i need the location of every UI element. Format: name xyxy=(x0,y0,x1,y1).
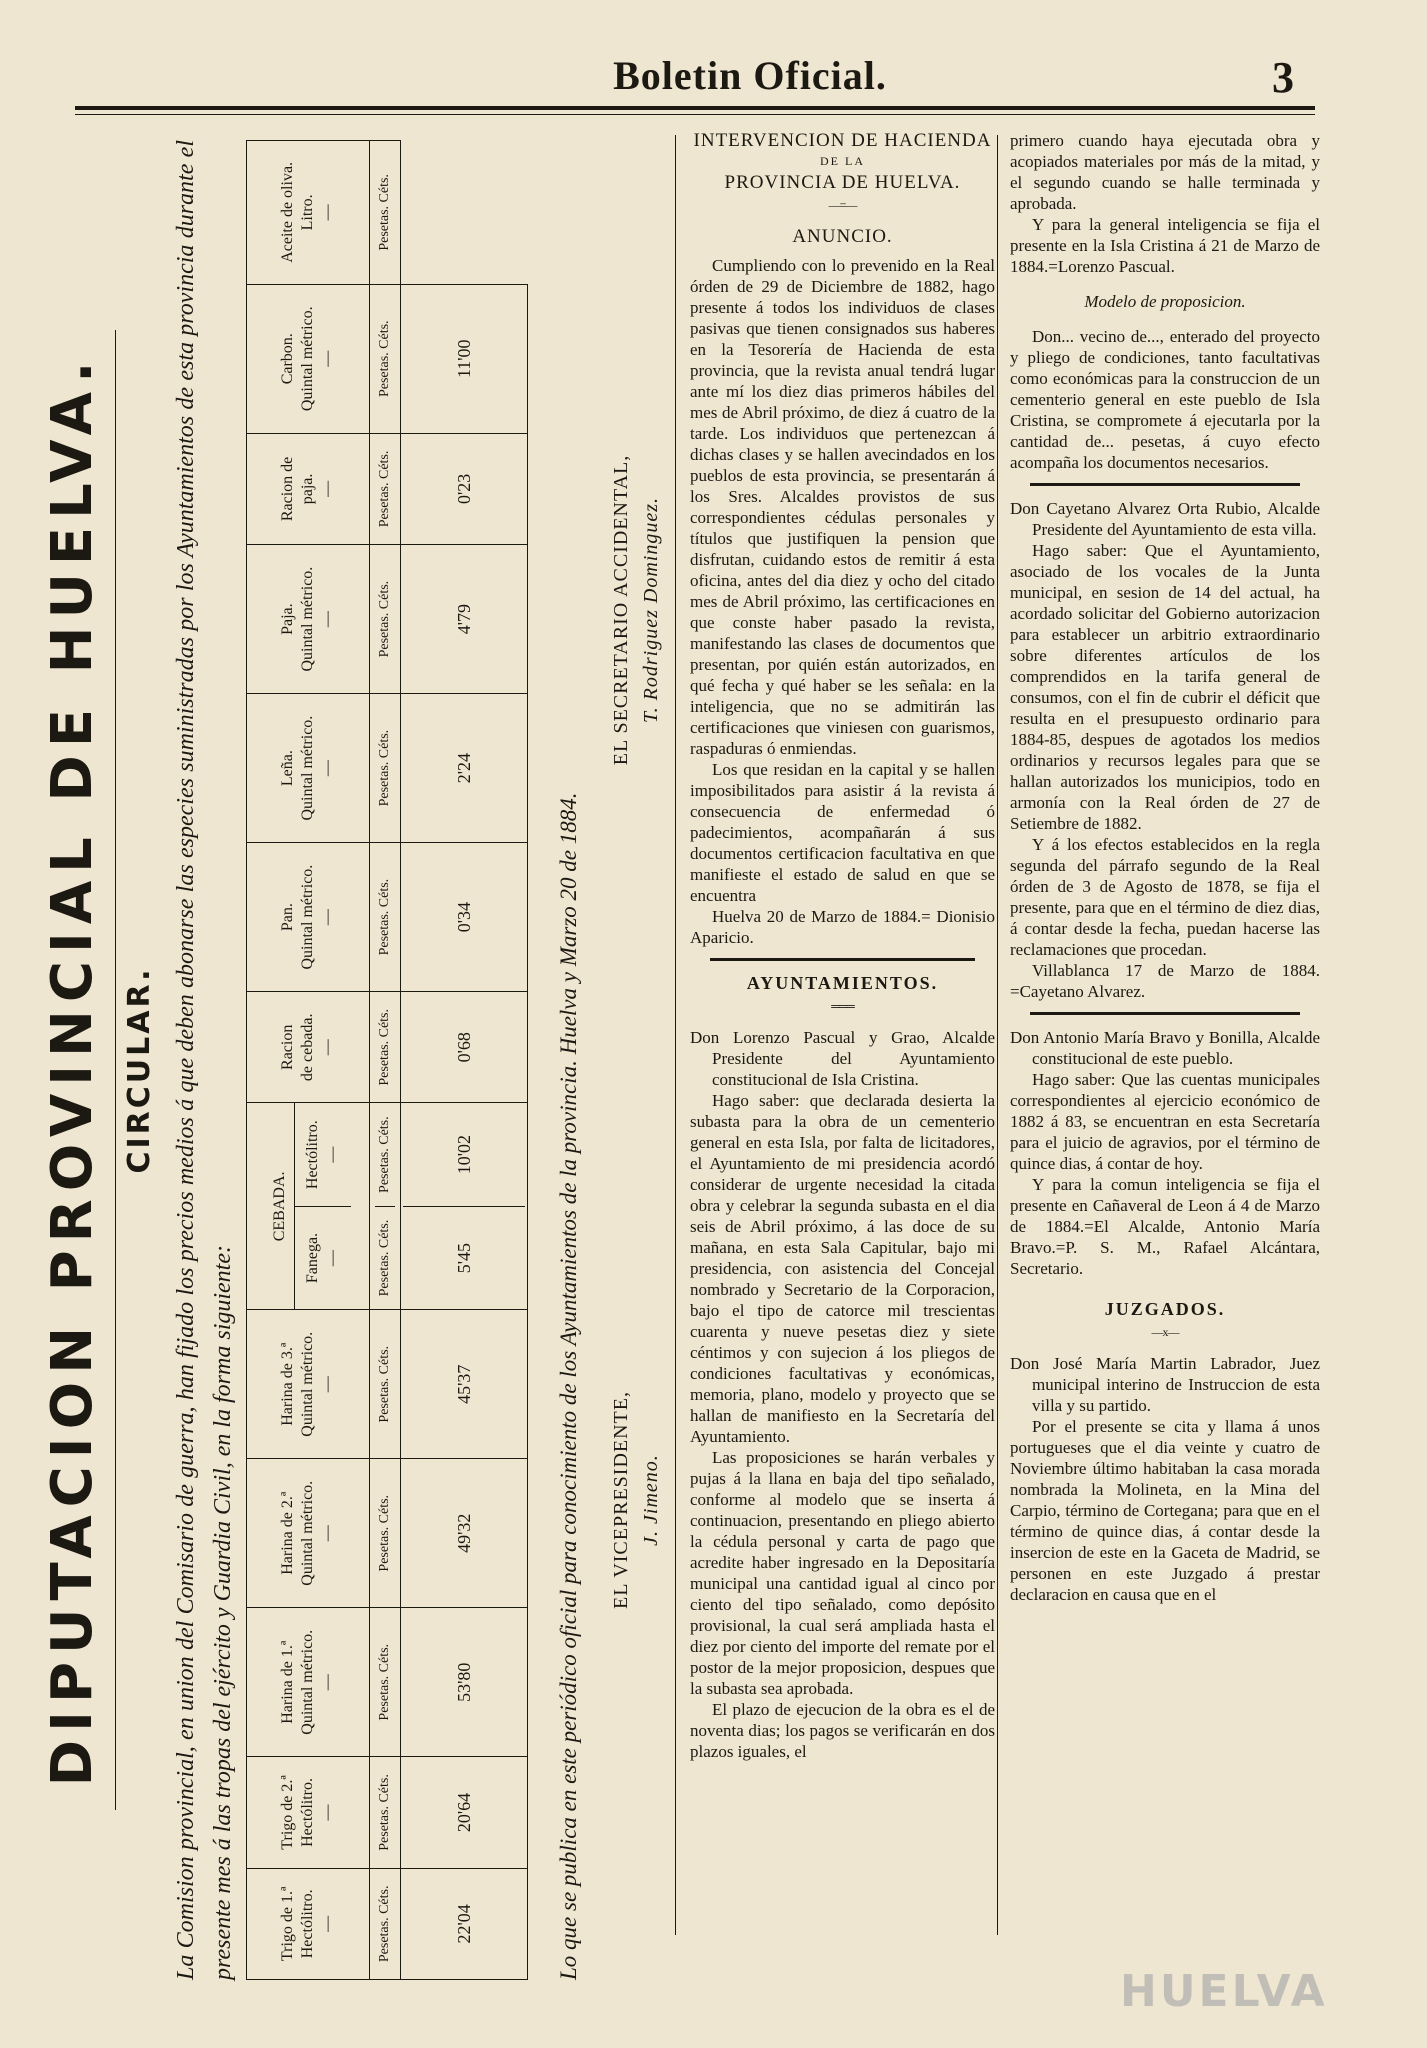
value-cell: 2'24 xyxy=(401,694,528,843)
header-rule xyxy=(75,106,1315,110)
col-header: Paja. Quintal métrico. — xyxy=(247,545,370,694)
section-rule xyxy=(1030,483,1300,486)
col-header: Harina de 3.ª Quintal métrico. — xyxy=(247,1310,370,1459)
diputacion-title: DIPUTACION PROVINCIAL DE HUELVA. xyxy=(40,353,105,1787)
title-rule xyxy=(115,330,116,1810)
edict-paragraph: El plazo de ejecucion de la obra es el de noventa dias; los pagos se verificarán en dos plazos iguales, el xyxy=(690,1700,995,1761)
circular-title: CIRCULAR. xyxy=(122,966,157,1174)
header-rule-thin xyxy=(75,114,1315,115)
column-three xyxy=(1010,130,1320,1605)
value-cell: 5'45 xyxy=(403,1206,525,1309)
ayuntamientos-title: AYUNTAMIENTOS. xyxy=(746,973,939,993)
vicepresidente-signature: EL VICEPRESIDENTE, J. Jimeno. xyxy=(610,1391,662,1609)
provincia-label: PROVINCIA DE HUELVA. xyxy=(724,172,961,193)
ornament: —x— xyxy=(1151,1325,1179,1339)
prices-table xyxy=(246,140,528,1980)
column-two xyxy=(690,130,995,1762)
section-rule xyxy=(1030,1012,1300,1015)
secretario-signature: EL SECRETARIO ACCIDENTAL, T. Rodriguez Dominguez. xyxy=(610,454,662,766)
section-rule xyxy=(710,958,975,961)
value-cell: 0'68 xyxy=(401,992,528,1103)
cebada-group-label: CEBADA. xyxy=(266,1103,295,1309)
table-header-row xyxy=(247,141,370,1980)
newspaper-title: Boletin Oficial. xyxy=(613,53,887,98)
ornament: —=— xyxy=(828,198,857,212)
table-values-row xyxy=(401,141,528,1980)
col-header-cebada: CEBADA. Fanega. — Hectólitro. — xyxy=(247,1103,370,1310)
col-header: Leña. Quintal métrico. — xyxy=(247,694,370,843)
value-cell: 11'00 xyxy=(401,284,528,433)
publication-note: Lo que se publica en este periódico oficial para conocimiento de los Ayuntamientos de la provincia. Huelva y Marzo 20 de 1884. xyxy=(556,792,581,1980)
anuncio-title: ANUNCIO. xyxy=(792,226,893,247)
table-subheader-row: Pesetas. Céts. Pesetas. Céts. Pesetas. Céts. Pesetas. Céts. Pesetas. Céts. Pesetas. Céts. Pesetas. Céts. Pesetas. Céts. Pesetas. Céts. Pesetas. Céts. Pesetas. Céts. Pesetas. Céts. Pesetas. Céts. Pesetas. Céts. xyxy=(370,141,401,1980)
ornament: ═══ xyxy=(831,999,854,1013)
col-header: Aceite de oliva. Litro. — xyxy=(247,141,370,285)
modelo-title: Modelo de proposicion. xyxy=(1084,292,1246,311)
lorenzo-heading: Don Lorenzo Pascual y Grao, Alcalde Presidente del Ayuntamiento constitucional de Isla Cristina. xyxy=(690,1028,995,1089)
page-number: 3 xyxy=(1272,53,1294,102)
edict-paragraph: Y para la comun inteligencia se fija el presente en Cañaveral de Leon á 4 de Marzo de 1884.=El Alcalde, Antonio María Bravo.=P. S. M., Rafael Alcántara, Secretario. xyxy=(1010,1175,1320,1278)
col-header: Harina de 1.ª Quintal métrico. — xyxy=(247,1608,370,1757)
value-cell: 49'32 xyxy=(401,1459,528,1608)
col-header: Trigo de 2.ª Hectólitro. — xyxy=(247,1757,370,1868)
cayetano-heading: Don Cayetano Alvarez Orta Rubio, Alcalde Presidente del Ayuntamiento de esta villa. xyxy=(1010,499,1320,539)
archive-watermark: HUELVA xyxy=(1120,1966,1328,2017)
col-header: Carbon. Quintal métrico. — xyxy=(247,284,370,433)
edict-paragraph: Hago saber: Que las cuentas municipales correspondientes al ejercicio económico de 1882 á 83, se encuentran en esta Secretaría para el juicio de agravios, por el término de quince dias, á contar de hoy. xyxy=(1010,1070,1320,1173)
modelo-paragraph: Don... vecino de..., enterado del proyecto y pliego de condiciones, tanto facultativas como económicas para la construccion de un cementerio general en este pueblo de Isla Cristina, se compromete á ejecutarla por la cantidad de... pesetas, á cuyo efecto acompaña los documentos necesarios. xyxy=(1010,327,1320,472)
edict-paragraph: Por el presente se cita y llama á unos portugueses que el dia veinte y cuatro de Noviembre último habitaban la casa morada nombrada la Molineta, en la Mina del Carpio, término de Cortegana; para que en el término de quince dias, á contar desde la insercion de este en la Gaceta de Madrid, se personen en este Juzgado á prestar declaracion en causa que en el xyxy=(1010,1417,1320,1604)
juzgados-title: JUZGADOS. xyxy=(1104,1299,1226,1319)
anuncio-signature: Huelva 20 de Marzo de 1884.= Dionisio Aparicio. xyxy=(690,907,995,947)
col-header: Racion de paja. — xyxy=(247,433,370,544)
edict-paragraph: Hago saber: Que el Ayuntamiento, asociado de los vocales de la Junta municipal, en sesion de 14 del actual, ha acordado solicitar del Gobierno autorizacion para establecer un arbitrio extraordinario sobre diferentes artículos de los comprendidos en la tarifa general de consumos, con el fin de cubrir el déficit que resulta en el presupuesto ordinario para 1884-85, despues de agotados los medios ordinarios y recursos legales para que se hallan autorizados los municipios, todo en armonía con la Real órden de 27 de Setiembre de 1882. xyxy=(1010,541,1320,833)
de-la-label: DE LA xyxy=(820,154,865,168)
circular-section xyxy=(40,130,680,2010)
column-separator xyxy=(675,135,676,1935)
anuncio-paragraph: Cumpliendo con lo prevenido en la Real órden de 29 de Diciembre de 1882, hago presente á todos los individuos de clases pasivas que tienen consignados sus haberes en la Tesorería de Hacienda de esta provincia, que la revista anual tendrá lugar ante mí los diez dias primeros hábiles del mes de Abril próximo, de diez á cuatro de la tarde. Los individuos que pertenezcan á dichas clases y se hallen avecindados en los pueblos de esta provincia, se presentarán á los Sres. Alcaldes provistos de sus correspondientes cédulas personales y títulos que justifiquen la pension que disfrutan, cuidando estos de remitir á esta oficina, antes del dia diez y ocho del citado mes de Abril próximo, las certificaciones en que conste haber pasado la revista, manifestando las clases de documentos que presentan, por quién están autorizados, en qué fecha y qué haber se les señala: en la inteligencia, que no se admitirán las certificaciones que viniesen con guarismos, raspaduras ó enmiendas. xyxy=(690,256,995,758)
intervencion-title: INTERVENCION DE HACIENDA xyxy=(693,130,992,151)
value-cell: 0'23 xyxy=(401,433,528,544)
anuncio-paragraph: Los que residan en la capital y se hallen imposibilitados para asistir á la revista á consecuencia de enfermedad ó padecimientos, acompañarán á sus documentos certificacion facultativa en que manifieste el estado de salud en que se encuentra xyxy=(690,760,995,905)
circular-intro: La Comision provincial, en union del Comisario de guerra, han fijado los precios medios á que deben abonarse las especies suministradas por los Ayuntamientos de esta provincia durante el presente mes á las tropas del ejército y Guardia Civil, en la forma siguiente: xyxy=(173,140,236,1980)
value-cell: 53'80 xyxy=(401,1608,528,1757)
col-header: Racion de cebada. — xyxy=(247,992,370,1103)
edict-paragraph: Y á los efectos establecidos en la regla segunda del párrafo segundo de la Real órden de 3 de Agosto de 1878, se fija el presente, para que en el término de diez dias, á contar desde la fecha, puedan hacerse las reclamaciones que procedan. xyxy=(1010,835,1320,959)
antonio-heading: Don Antonio María Bravo y Bonilla, Alcalde constitucional de este pueblo. xyxy=(1010,1028,1320,1068)
value-cell: 0'34 xyxy=(401,843,528,992)
edict-paragraph: Las proposiciones se harán verbales y pujas á la llana en baja del tipo señalado, conforme al modelo que se inserta á continuacion, presentando en pliego abierto la cédula personal y carta de pago que acredite haber ingresado en la Depositaría municipal una cantidad igual al cinco por ciento del tipo señalado, como depósito provisional, la cual será ampliada hasta el diez por ciento del importe del remate por el postor de la mejor proposicion, despues que la subasta sea aprobada. xyxy=(690,1448,995,1698)
col-header: Harina de 2.ª Quintal métrico. — xyxy=(247,1459,370,1608)
value-cell: 45'37 xyxy=(401,1310,528,1459)
edict-paragraph: primero cuando haya ejecutada obra y acopiados materiales por más de la mitad, y el segundo cuando se halle terminada y aprobada. xyxy=(1010,131,1320,213)
value-cell: 22'04 xyxy=(401,1868,528,1979)
jose-heading: Don José María Martin Labrador, Juez municipal interino de Instruccion de esta villa y su partido. xyxy=(1010,1354,1320,1415)
column-separator xyxy=(997,135,998,1935)
value-cell: 20'64 xyxy=(401,1757,528,1868)
value-cell: 10'02 xyxy=(454,1135,474,1175)
edict-signature: Villablanca 17 de Marzo de 1884. =Cayetano Alvarez. xyxy=(1010,961,1320,1001)
col-header: Pan. Quintal métrico. — xyxy=(247,843,370,992)
col-header: Trigo de 1.ª Hectólitro. — xyxy=(247,1868,370,1979)
edict-paragraph: Y para la general inteligencia se fija el presente en la Isla Cristina á 21 de Marzo de 1884.=Lorenzo Pascual. xyxy=(1010,215,1320,276)
edict-paragraph: Hago saber: que declarada desierta la subasta para la obra de un cementerio general en esta Isla, por falta de licitadores, el Ayuntamiento de mi presidencia acordó considerar de urgente necesidad la citada obra y celebrar la segunda subasta en el dia seis de Abril próximo, á las doce de su mañana, en esta Sala Capitular, bajo mi presidencia, con asistencia del Concejal nombrado y Secretario de la Corporacion, bajo el tipo de catorce mil trescientas cuarenta y nueve pesetas diez y siete céntimos y con sujecion á los pliegos de condiciones facultativas y económicas, memoria, plano, modelo y proyecto que se hallan de manifiesto en la Secretaría del Ayuntamiento. xyxy=(690,1091,995,1446)
value-cell: 4'79 xyxy=(401,545,528,694)
